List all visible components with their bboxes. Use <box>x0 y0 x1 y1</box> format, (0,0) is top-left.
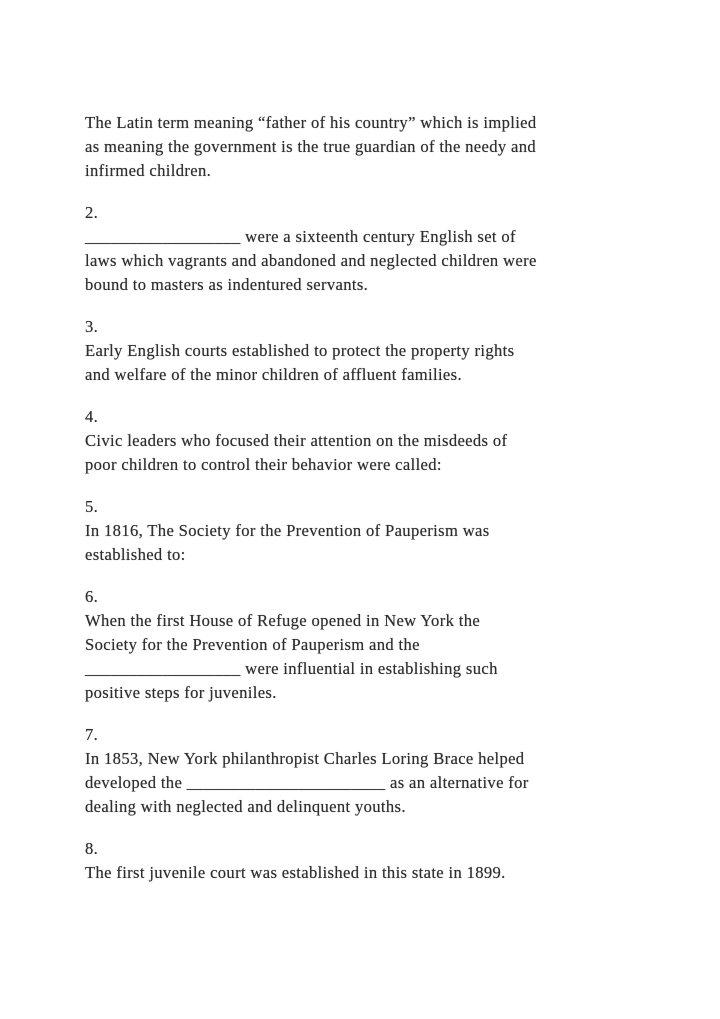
text-line: as meaning the government is the true guardian of the needy and <box>85 137 537 156</box>
question-8 <box>85 837 645 885</box>
question-number: 5. <box>85 497 99 516</box>
text-line: The first juvenile court was established in this state in 1899. <box>85 863 506 882</box>
question-number: 3. <box>85 317 99 336</box>
question-2 <box>85 201 645 297</box>
document-page <box>85 111 645 903</box>
question-4 <box>85 405 645 477</box>
question-5 <box>85 495 645 567</box>
text-line: Civic leaders who focused their attention on the misdeeds of <box>85 431 508 450</box>
question-number: 7. <box>85 725 99 744</box>
question-3 <box>85 315 645 387</box>
text-line: bound to masters as indentured servants. <box>85 275 369 294</box>
text-line: Society for the Prevention of Pauperism and the <box>85 635 420 654</box>
question-number: 8. <box>85 839 99 858</box>
text-line: infirmed children. <box>85 161 212 180</box>
question-6 <box>85 585 645 705</box>
text-line: poor children to control their behavior were called: <box>85 455 442 474</box>
text-line: The Latin term meaning “father of his country” which is implied <box>85 113 537 132</box>
question-number: 2. <box>85 203 99 222</box>
question-number: 4. <box>85 407 99 426</box>
text-line: __________________ were a sixteenth century English set of <box>85 227 516 246</box>
text-line: __________________ were influential in establishing such <box>85 659 498 678</box>
text-line: In 1853, New York philanthropist Charles Loring Brace helped <box>85 749 525 768</box>
text-line: laws which vagrants and abandoned and neglected children were <box>85 251 537 270</box>
question-1-text <box>85 111 645 183</box>
text-line: developed the _______________________ as an alternative for <box>85 773 529 792</box>
text-line: In 1816, The Society for the Prevention of Pauperism was <box>85 521 490 540</box>
text-line: When the first House of Refuge opened in New York the <box>85 611 481 630</box>
text-line: and welfare of the minor children of affluent families. <box>85 365 462 384</box>
question-7 <box>85 723 645 819</box>
question-number: 6. <box>85 587 99 606</box>
text-line: established to: <box>85 545 186 564</box>
text-line: Early English courts established to protect the property rights <box>85 341 515 360</box>
text-line: dealing with neglected and delinquent youths. <box>85 797 406 816</box>
text-line: positive steps for juveniles. <box>85 683 277 702</box>
